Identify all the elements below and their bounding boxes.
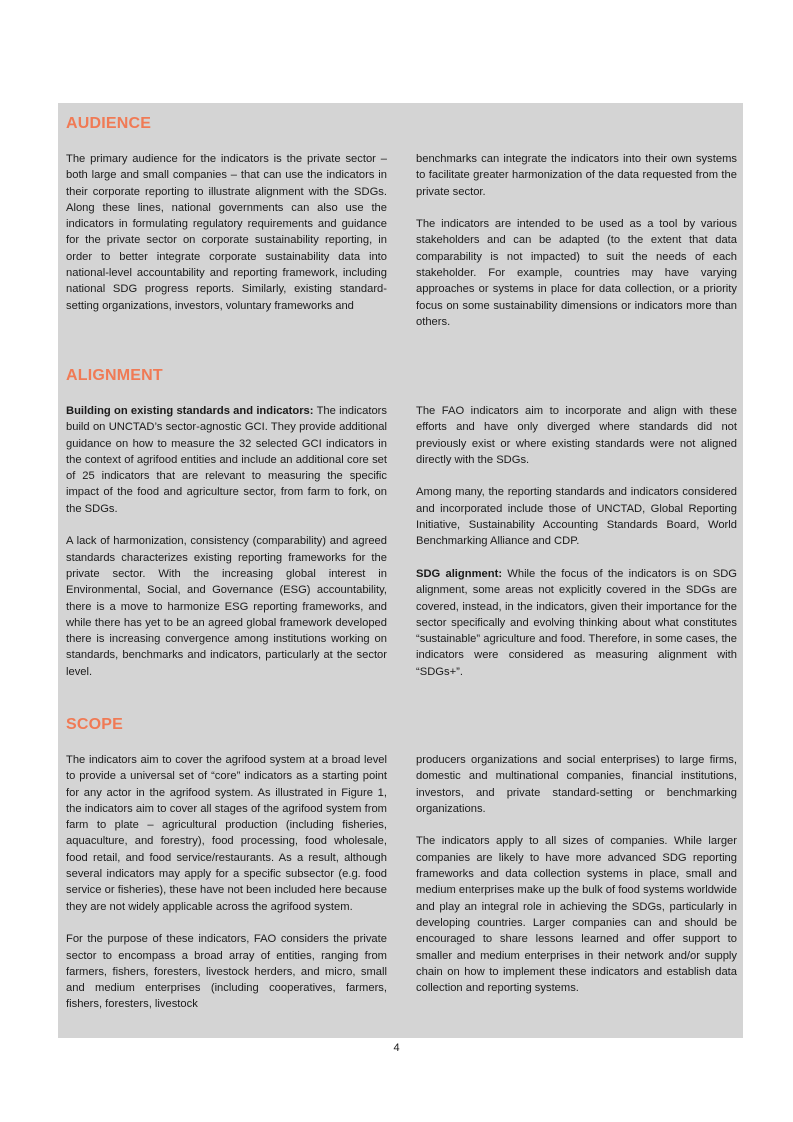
audience-left-column: [66, 151, 387, 314]
paragraph: The indicators aim to cover the agrifood system at a broad level to provide a universal set of “core” indicators as a starting point for any actor in the agrifood system. As illustrated in Figure 1, the indicators aim to cover all stages of the agrifood system from farm to plate – agricultural production (including fisheries, aquaculture, and forestry), food processing, food wholesale, food retail, and food service/restaurants. As a result, although several indicators may apply for a specific subsector (e.g. food service or fisheries), these have not been included here because they are not widely applicable across the agrifood system.: [66, 754, 387, 913]
scope-left-column: [66, 752, 387, 1013]
paragraph: A lack of harmonization, consistency (comparability) and agreed standards characterizes existing reporting frameworks for the private sector. With the increasing global interest in Environmental, Social, and Governance (ESG) accountability, there is a move to harmonize ESG reporting frameworks, and while there has yet to be an agreed global framework developed there is increasing convergence among institutions working on standards, benchmarks and indicators, particularly at the sector level.: [66, 535, 387, 678]
paragraph: [66, 403, 387, 517]
content-panel: [58, 103, 743, 1038]
paragraph: Among many, the reporting standards and indicators considered and incorporated include those of UNCTAD, Global Reporting Initiative, Sustainability Accounting Standards Board, World Benchmarking Alliance and CDP.: [416, 486, 737, 548]
scope-right-column: [416, 752, 737, 996]
paragraph: The indicators are intended to be used as a tool by various stakeholders and can be adapted (to the extent that data comparability is not impacted) to suit the needs of each stakeholder. For example, countries may have varying approaches or systems in place for data collection, or a priority focus on some sustainability dimensions or indicators more than others.: [416, 218, 737, 328]
alignment-left-column: [66, 403, 387, 680]
paragraph: benchmarks can integrate the indicators into their own systems to facilitate greater harmonization of the data requested from the private sector.: [416, 153, 737, 198]
audience-right-column: [416, 151, 737, 330]
paragraph: The FAO indicators aim to incorporate and align with these efforts and have only diverged where standards did not previously exist or where existing standards were not aligned directly with the SDGs.: [416, 405, 737, 466]
alignment-right-column: [416, 403, 737, 680]
paragraph: [416, 566, 737, 680]
paragraph-text: The indicators build on UNCTAD’s sector-agnostic GCI. They provide additional guidance on how to measure the 32 selected GCI indicators in the context of agrifood entities and include an additional core set of 25 indicators that are relevant to measuring the specific impact of the food and agriculture sector, from farm to fork, on the SDGs.: [66, 405, 387, 515]
section-heading-audience: AUDIENCE: [66, 115, 152, 132]
section-heading-alignment: ALIGNMENT: [66, 367, 163, 384]
page-number: 4: [393, 1042, 400, 1054]
section-heading-scope: SCOPE: [66, 716, 124, 733]
paragraph: The indicators apply to all sizes of companies. While larger companies are likely to have more advanced SDG reporting frameworks and data collection systems in place, small and medium enterprises make up the bulk of food systems worldwide and play an integral role in achieving the SDGs, particularly in developing countries. Larger companies can and should be encouraged to share lessons learned and offer support to smaller and medium enterprises in their network and/or supply chain on how to implement these indicators and establish data collection and reporting systems.: [416, 835, 737, 995]
paragraph: For the purpose of these indicators, FAO considers the private sector to encompass a broad array of entities, ranging from farmers, fishers, foresters, livestock herders, and micro, small and medium enterprises (including cooperatives, farmers, fishers, foresters, livestock: [66, 933, 387, 1011]
bold-lead: Building on existing standards and indicators:: [66, 405, 314, 417]
paragraph-text: While the focus of the indicators is on SDG alignment, some areas not explicitly covered in the SDGs are covered, instead, in the indicators, given their importance for the sector specifically and evolving thinking about what constitutes “sustainable” agriculture and food. Therefore, in some cases, the indicators were considered as measuring alignment with “SDGs+”.: [416, 567, 737, 678]
bold-lead: SDG alignment:: [416, 567, 503, 580]
paragraph: producers organizations and social enterprises) to large firms, domestic and multinational companies, financial institutions, investors, and private standard-setting or benchmarking organizations.: [416, 754, 737, 815]
paragraph: The primary audience for the indicators is the private sector – both large and small companies – that can use the indicators in their corporate reporting to illustrate alignment with the SDGs. Along these lines, national governments can also use the indicators in formulating regulatory requirements and guidance for the private sector on corporate sustainability reporting, in order to better integrate corporate sustainability data into national-level accountability and reporting framework, including national SDG progress reports. Similarly, existing standard-setting organizations, investors, voluntary frameworks and: [66, 153, 387, 312]
